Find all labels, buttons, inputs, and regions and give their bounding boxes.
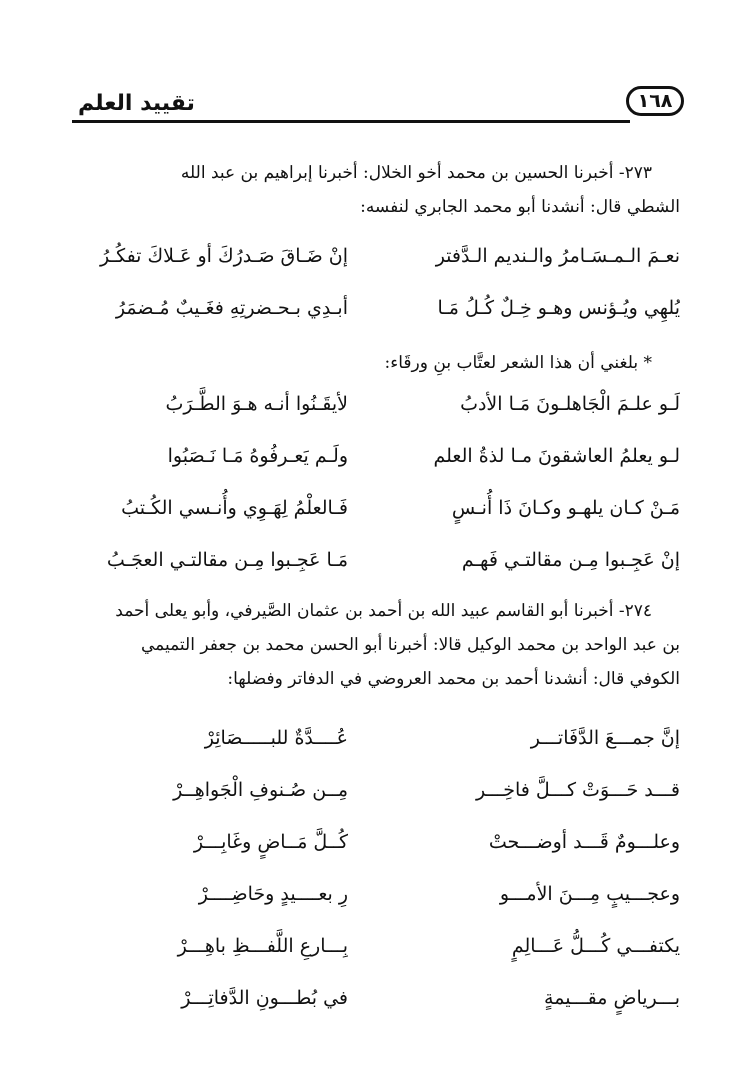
verse-row (78, 236, 680, 288)
verse-first-hemistich: إنْ عَجِـبوا مِـن مقالتـي فَهـم (461, 549, 680, 571)
page-header (72, 86, 684, 126)
entry-273-line-1: ٢٧٣- أخبرنا الحسين بن محمد أخو الخلال: أخبرنا إبراهيم بن عبد الله (180, 163, 652, 183)
verse-row (78, 718, 680, 770)
verse-second-hemistich: مِــن صُـنوفِ الْجَواهِــرْ (173, 779, 348, 801)
verse-row (78, 978, 680, 1030)
verse-row (78, 770, 680, 822)
verse-row (78, 874, 680, 926)
entry-274-line-3: الكوفي قال: أنشدنا أحمد بن محمد العروضي في الدفاتر وفضلها: (227, 669, 680, 689)
verse-second-hemistich: فَـالعلْمُ لِهَـوِي وأُنـسي الكُـتبُ (121, 497, 348, 519)
verse-row (78, 436, 680, 488)
verse-second-hemistich: ولَـم يَعـرفُوهُ مَـا نَـصَبُوا (167, 445, 348, 467)
verse-first-hemistich: إنَّ جمـــعَ الدَّفَاتـــر (530, 727, 680, 749)
entry-273 (78, 156, 680, 224)
entry-274-line-2: بن عبد الواحد بن محمد الوكيل قالا: أخبرنا أبو الحسن محمد بن جعفر التميمي (140, 635, 680, 655)
verse-first-hemistich: يُلهِي ويُـؤنس وهـو خِـلٌ كُـلُ مَـا (437, 297, 680, 319)
verse-row (78, 288, 680, 340)
verse-first-hemistich: وعلـــومٌ قَـــد أوضـــحتْ (488, 831, 680, 853)
verse-second-hemistich: بِـــارعِ اللَّفـــظِ باهِـــرْ (177, 935, 348, 957)
verse-second-hemistich: كُــلَّ مَــاضٍ وغَابِـــرْ (193, 831, 348, 853)
verse-second-hemistich: إنْ ضَـاقَ صَـدرُكَ أو عَـلاكَ تفكُـرُ (100, 245, 348, 267)
verse-row (78, 926, 680, 978)
verse-second-hemistich: لأيقَـنُوا أنـه هـوَ الطَّـرَبُ (165, 393, 348, 415)
verse-first-hemistich: وعجـــيبٍ مِـــنَ الأمـــو (499, 883, 680, 905)
verse-second-hemistich: في بُطـــونِ الدَّفاتِـــرْ (181, 987, 348, 1009)
poem-1 (78, 236, 680, 340)
verse-second-hemistich: رِ بعــــيدٍ وحَاضِــــرْ (198, 883, 348, 905)
verse-first-hemistich: لـو يعلمُ العاشقونَ مـا لذةُ العلم (433, 445, 680, 467)
verse-second-hemistich: أبـدِي بـحـضرتِهِ فغَـيبٌ مُـضمَرُ (115, 297, 348, 319)
verse-row (78, 822, 680, 874)
page-number: ١٦٨ (626, 86, 684, 116)
header-rule (72, 120, 630, 123)
entry-274 (78, 594, 680, 696)
verse-row (78, 540, 680, 592)
verse-first-hemistich: بـــرياضٍ مقـــيمةٍ (544, 987, 680, 1009)
verse-second-hemistich: مَـا عَجِـبوا مِـن مقالتـي العجَـبُ (106, 549, 348, 571)
verse-row (78, 488, 680, 540)
attribution-note-text: * بلغني أن هذا الشعر لعتَّاب بنِ ورقَاء: (384, 353, 652, 373)
verse-first-hemistich: قـــد حَـــوَتْ كـــلَّ فاخِـــر (476, 779, 680, 801)
verse-first-hemistich: مَـنْ كـان يلهـو وكـانَ ذَا أُنـسٍ (451, 497, 680, 519)
entry-274-line-1: ٢٧٤- أخبرنا أبو القاسم عبيد الله بن أحمد بن عثمان الصَّيرفي، وأبو يعلى أحمد (115, 601, 652, 621)
poem-2 (78, 384, 680, 592)
verse-first-hemistich: لَـو علـمَ الْجَاهلـونَ مَـا الأدبُ (460, 393, 680, 415)
verse-first-hemistich: يكتفـــي كُـــلُّ عَـــالِمٍ (511, 935, 680, 957)
verse-first-hemistich: نعـمَ الـمـسَـامرُ والـنديم الـدَّفتر (435, 245, 680, 267)
running-title: تقييد العلم (78, 91, 195, 116)
verse-row (78, 384, 680, 436)
attribution-note (78, 346, 680, 380)
verse-second-hemistich: عُــــدَّةٌ للبـــــصَائِرْ (204, 727, 348, 749)
entry-273-line-2: الشطي قال: أنشدنا أبو محمد الجابري لنفسه: (360, 197, 680, 217)
poem-3 (78, 718, 680, 1030)
